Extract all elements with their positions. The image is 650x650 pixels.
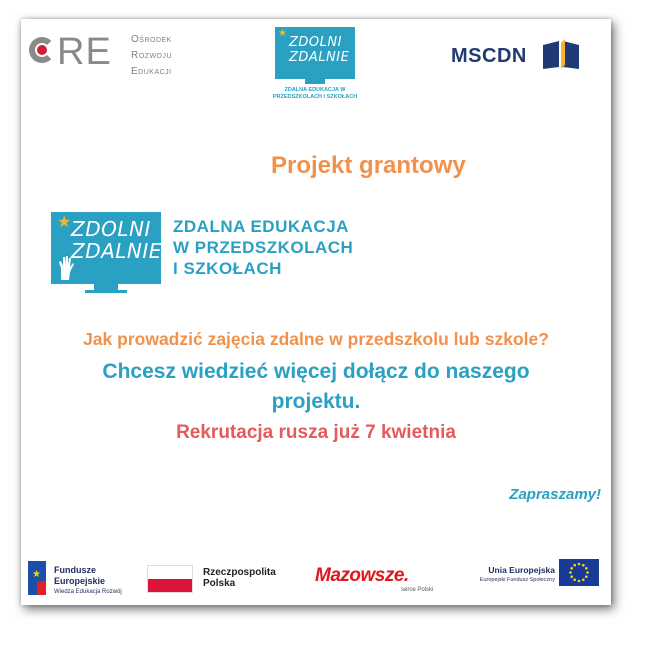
mazowsze-logo (315, 565, 434, 593)
fe-line: Europejskie (54, 576, 106, 586)
zdolni-zdalnie-wordmark (71, 218, 162, 262)
hand-icon (57, 254, 75, 280)
tagline-line: W PRZEDSZKOLACH (173, 238, 354, 257)
eu-flag-icon (559, 559, 599, 586)
eu-stars-icon (559, 559, 599, 586)
wordmark-line: ZDALNIE (289, 50, 350, 65)
zdolni-zdalnie-small-logo (271, 27, 359, 107)
open-book-icon (541, 39, 581, 71)
mazowsze-tagline: serce Polski (401, 587, 434, 593)
ue-name (465, 565, 555, 585)
fe-name (54, 565, 122, 598)
recruitment-text: Rekrutacja rusza już 7 kwietnia (176, 422, 456, 443)
rp-line: Rzeczpospolita (203, 567, 276, 578)
tagline-line: I SZKOŁACH (173, 259, 282, 278)
polish-flag-icon (147, 565, 193, 593)
invite-text: Zapraszamy! (509, 486, 601, 503)
mazowsze-wordmark: Mazowsze. (315, 565, 409, 586)
fe-flag-icon (28, 561, 46, 595)
monitor-icon (275, 27, 355, 79)
ore-name (131, 32, 172, 80)
call-to-action-text: Chcesz wiedzieć więcej dołącz do naszego projektu. (102, 360, 530, 413)
ore-logo (29, 31, 189, 97)
monitor-base (85, 290, 127, 293)
star-icon: ★ (32, 569, 41, 580)
rp-name (203, 567, 276, 589)
ore-line: Rozwoju (131, 50, 173, 61)
wordmark-line: ZDALNIE (71, 239, 162, 263)
zdolni-zdalnie-main-logo (51, 212, 381, 302)
ore-dot-icon (37, 45, 47, 55)
ore-letters: RE (57, 31, 112, 73)
fe-line: Fundusze (54, 565, 96, 575)
funding-logos-footer (21, 557, 611, 605)
ue-line: Unia Europejska (488, 565, 555, 575)
fe-line: Wiedza Edukacja Rozwój (54, 589, 122, 595)
wordmark-line: ZDOLNI (289, 35, 342, 50)
zdolni-zdalnie-wordmark (289, 35, 349, 65)
logo-tagline (173, 216, 353, 279)
wordmark-line: ZDOLNI (71, 217, 151, 241)
monitor-stand (305, 79, 325, 84)
poster-card (21, 19, 611, 605)
mscdn-wordmark: MSCDN (451, 45, 527, 67)
monitor-icon (51, 212, 161, 284)
star-icon: ★ (278, 28, 287, 39)
tagline-line: ZDALNA EDUKACJA (173, 217, 349, 236)
ore-line: Edukacji (131, 66, 172, 77)
page-title: Projekt grantowy (271, 152, 466, 179)
logo-subtitle: ZDALNA EDUKACJA W PRZEDSZKOLACH I SZKOŁACH (272, 87, 358, 100)
ue-line: Europejski Fundusz Społeczny (479, 577, 555, 583)
star-icon: ★ (57, 214, 72, 231)
rp-line: Polska (203, 578, 236, 589)
ore-line: Ośrodek (131, 34, 172, 45)
question-text: Jak prowadzić zajęcia zdalne w przedszkolu lub szkole? (83, 329, 549, 349)
